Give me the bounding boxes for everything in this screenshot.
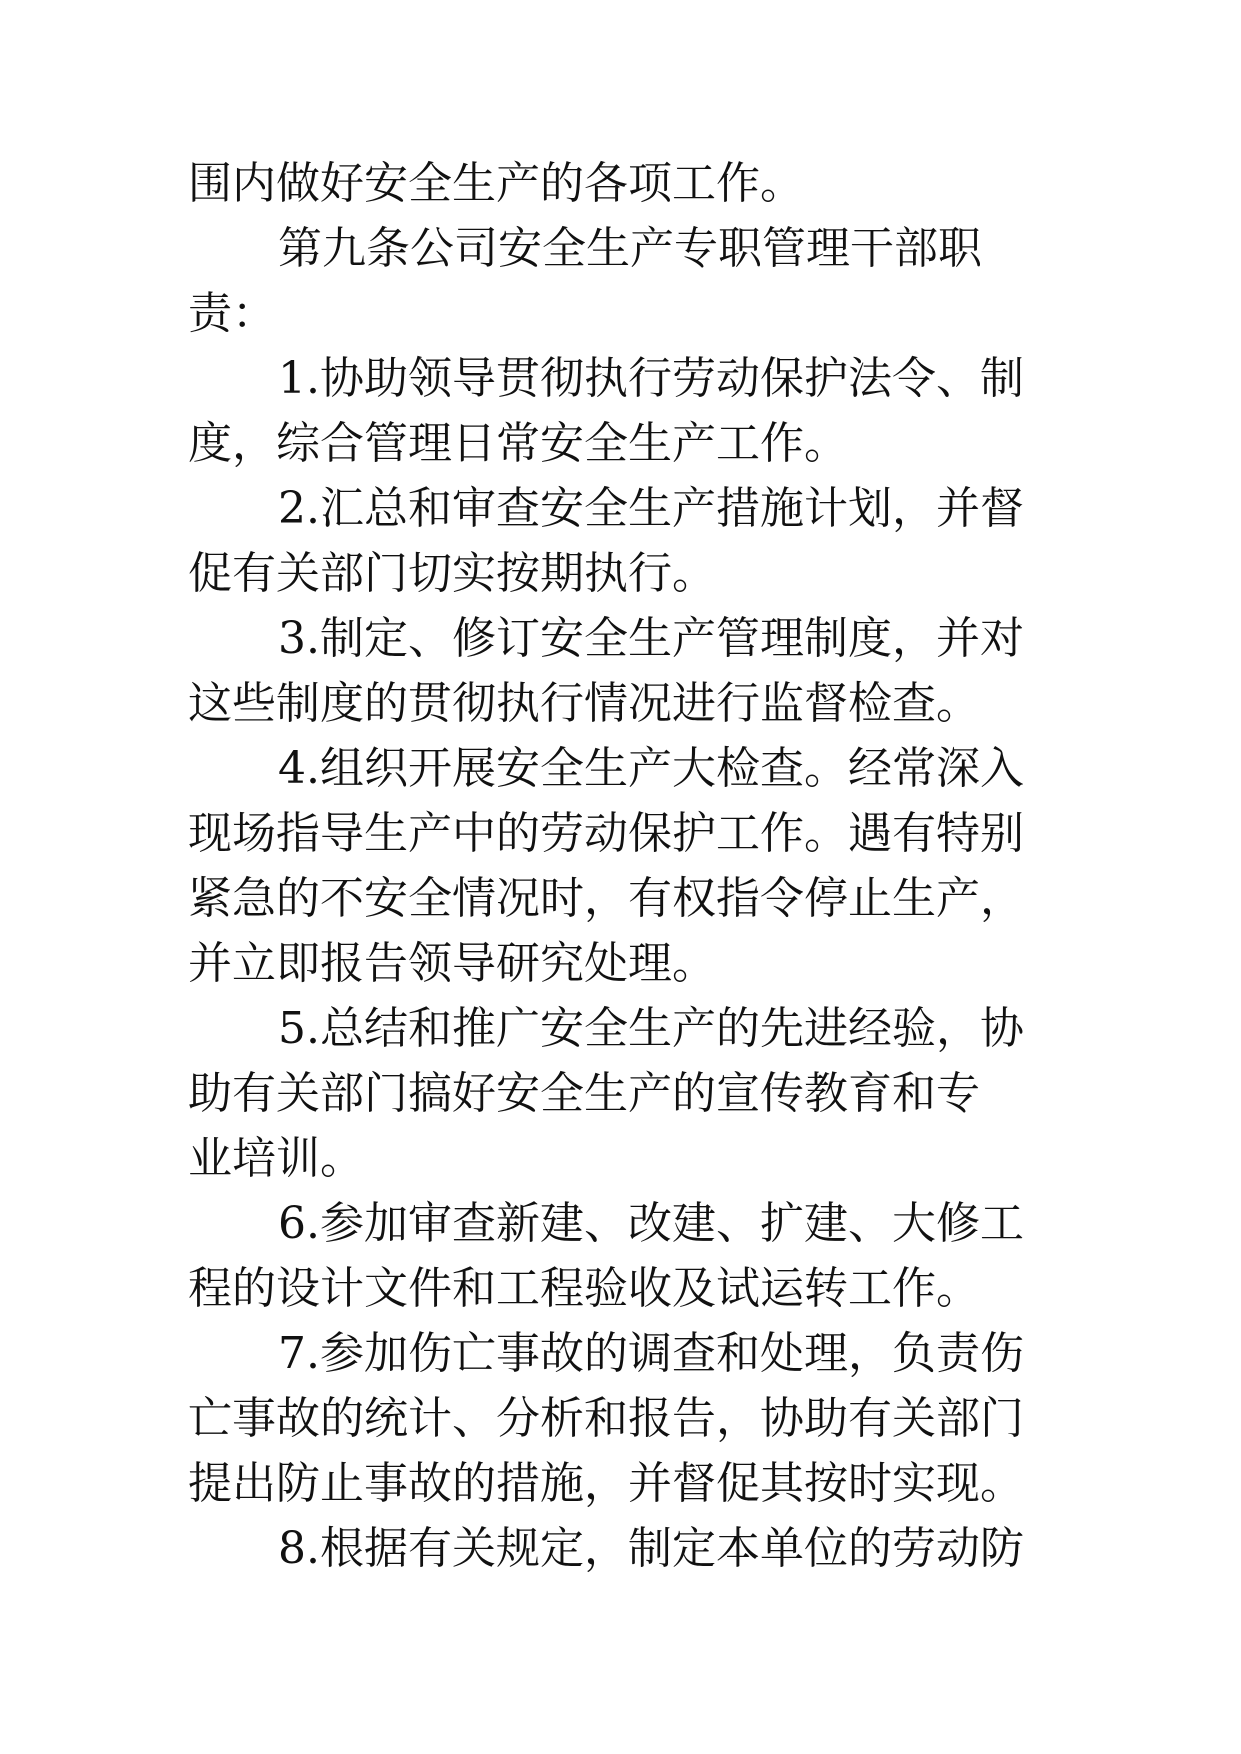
item-3-line-2: 这些制度的贯彻执行情况进行监督检查。 xyxy=(188,678,980,729)
article-9-heading-cont: 责： xyxy=(188,288,276,339)
item-8-line-1: 8.根据有关规定，制定本单位的劳动防 xyxy=(278,1523,1024,1574)
item-5-line-1: 5.总结和推广安全生产的先进经验，协 xyxy=(278,1003,1024,1054)
item-6-line-1: 6.参加审查新建、改建、扩建、大修工 xyxy=(278,1198,1024,1249)
item-1-line-1: 1.协助领导贯彻执行劳动保护法令、制 xyxy=(278,353,1024,404)
item-2-line-2: 促有关部门切实按期执行。 xyxy=(188,548,716,599)
item-6-line-2: 程的设计文件和工程验收及试运转工作。 xyxy=(188,1263,980,1314)
document-body xyxy=(188,151,1068,1581)
item-4-line-4: 并立即报告领导研究处理。 xyxy=(188,938,716,989)
item-2-line-1: 2.汇总和审查安全生产措施计划，并督 xyxy=(278,483,1024,534)
text-line-1: 围内做好安全生产的各项工作。 xyxy=(188,158,804,209)
item-5-line-3: 业培训。 xyxy=(188,1133,364,1184)
item-7-line-1: 7.参加伤亡事故的调查和处理，负责伤 xyxy=(278,1328,1024,1379)
item-3-line-1: 3.制定、修订安全生产管理制度，并对 xyxy=(278,613,1024,664)
item-4-line-1: 4.组织开展安全生产大检查。经常深入 xyxy=(278,743,1024,794)
item-4-line-2: 现场指导生产中的劳动保护工作。遇有特别 xyxy=(188,808,1024,859)
item-4-line-3: 紧急的不安全情况时，有权指令停止生产， xyxy=(188,873,1024,924)
item-5-line-2: 助有关部门搞好安全生产的宣传教育和专 xyxy=(188,1068,980,1119)
article-9-heading: 第九条公司安全生产专职管理干部职 xyxy=(278,223,982,274)
item-7-line-2: 亡事故的统计、分析和报告，协助有关部门 xyxy=(188,1393,1024,1444)
item-1-line-2: 度，综合管理日常安全生产工作。 xyxy=(188,418,848,469)
item-7-line-3: 提出防止事故的措施，并督促其按时实现。 xyxy=(188,1458,1024,1509)
